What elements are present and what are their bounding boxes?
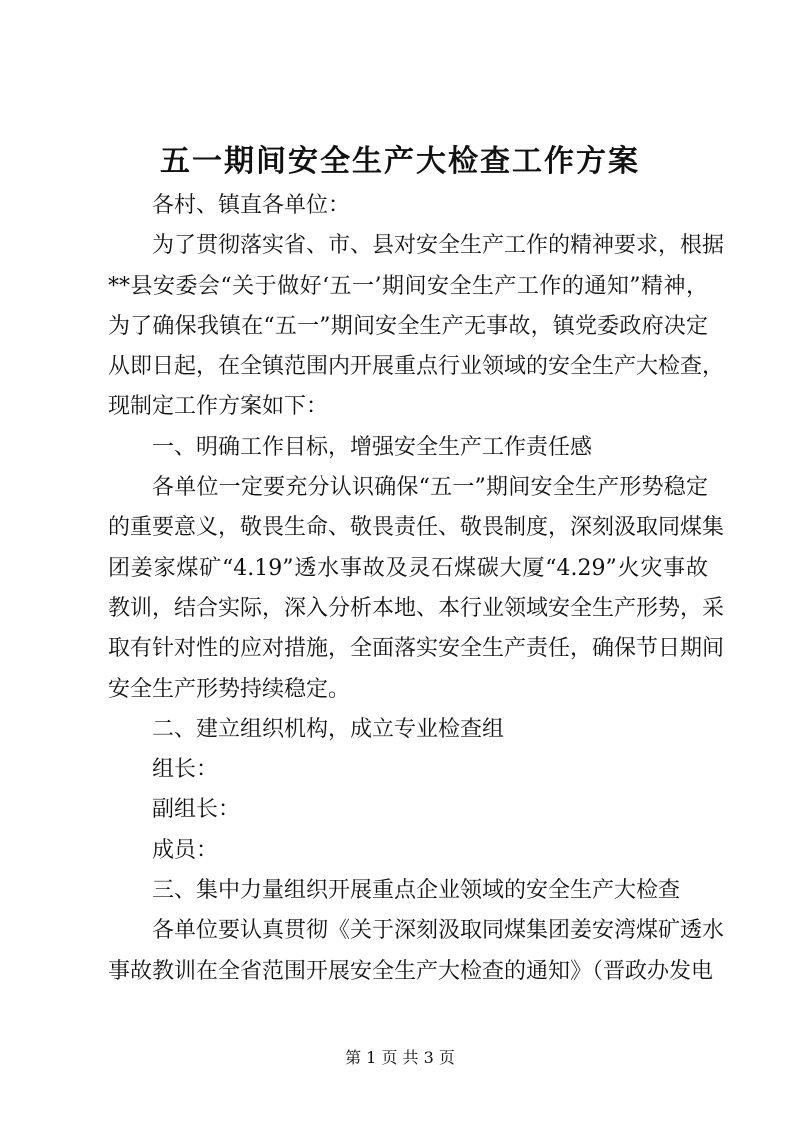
intro-line: 从即日起，在全镇范围内开展重点行业领域的安全生产大检查， bbox=[108, 354, 725, 380]
section-1-line: 教训，结合实际，深入分析本地、本行业领域安全生产形势，采 bbox=[108, 595, 725, 621]
intro-paragraph bbox=[108, 226, 725, 427]
members-label: 成员： bbox=[152, 837, 219, 863]
group-leader-label: 组长： bbox=[152, 757, 219, 783]
section-2-heading: 二、建立组织机构，成立专业检查组 bbox=[152, 716, 505, 742]
section-3-line: 各单位要认真贯彻《关于深刻汲取同煤集团姜安湾煤矿透水 bbox=[152, 918, 725, 944]
deputy-leader-label: 副组长： bbox=[152, 797, 241, 823]
document-title: 五一期间安全生产大检查工作方案 bbox=[160, 144, 640, 179]
section-1-line: 安全生产形势持续稳定。 bbox=[108, 676, 351, 702]
section-1-line: 取有针对性的应对措施，全面落实安全生产责任，确保节日期间 bbox=[108, 636, 725, 662]
section-1-line: 的重要意义，敬畏生命、敬畏责任、敬畏制度，深刻汲取同煤集 bbox=[108, 515, 725, 541]
section-3-paragraph bbox=[108, 911, 725, 992]
section-1-heading: 一、明确工作目标，增强安全生产工作责任感 bbox=[152, 434, 593, 460]
intro-line: 现制定工作方案如下： bbox=[108, 394, 329, 420]
section-1-line: 团姜家煤矿“4.19”透水事故及灵石煤碳大厦“4.29”火灾事故 bbox=[108, 555, 708, 581]
section-1-paragraph bbox=[108, 468, 725, 710]
intro-line: 为了贯彻落实省、市、县对安全生产工作的精神要求，根据 bbox=[152, 233, 725, 259]
section-3-line: 事故教训在全省范围开展安全生产大检查的通知》（晋政办发电 bbox=[108, 958, 714, 984]
document-body bbox=[108, 186, 725, 992]
page-number: 第 1 页 共 3 页 bbox=[345, 1048, 455, 1067]
section-3-heading: 三、集中力量组织开展重点企业领域的安全生产大检查 bbox=[152, 878, 681, 904]
section-1-line: 各单位一定要充分认识确保“五一”期间安全生产形势稳定 bbox=[152, 475, 708, 501]
salutation: 各村、镇直各单位： bbox=[152, 193, 351, 218]
intro-line: **县安委会“关于做好‘五一’期间安全生产工作的通知”精神， bbox=[108, 273, 708, 299]
intro-line: 为了确保我镇在“五一”期间安全生产无事故，镇党委政府决定 bbox=[108, 313, 708, 339]
